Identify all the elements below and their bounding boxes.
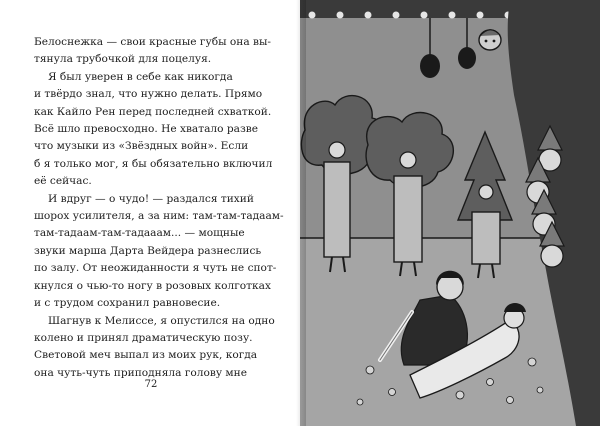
stage-illustration	[300, 0, 600, 426]
text-line: Шагнув к Мелиссе, я опустился на одно	[48, 314, 275, 327]
text-line: и твёрдо знал, что нужно делать. Прямо	[34, 88, 263, 101]
text-line: кнулся о чью-то ногу в розовых колготках	[34, 279, 271, 292]
text-line: И вдруг — о чудо! — раздался тихий	[48, 192, 254, 205]
text-line: шорох усилителя, а за ним: там-там-тадаам-	[34, 210, 284, 223]
text-line: и с трудом сохранил равновесие.	[34, 297, 221, 310]
text-line: Белоснежка — свои красные губы она вы-	[34, 36, 271, 48]
peeking-kid	[479, 30, 501, 50]
text-line: её сейчас.	[34, 175, 92, 188]
book-gutter-shadow	[296, 0, 306, 426]
text-line: по залу. От неожиданности я чуть не спот-	[34, 262, 277, 275]
body-text	[34, 34, 286, 382]
text-line: она чуть-чуть приподняла голову мне	[34, 366, 247, 379]
right-page	[300, 0, 600, 426]
text-line: тянула трубочкой для поцелуя.	[34, 53, 212, 66]
text-line: колено и принял драматическую позу.	[34, 331, 253, 344]
text-line: Я был уверен в себе как никогда	[48, 70, 233, 83]
text-line: что музыки из «Звёздных войн». Если	[34, 140, 249, 153]
text-line: Всё шло превосходно. Не хватало разве	[34, 123, 259, 136]
text-line: там-тадаам-там-тадааам... — мощные	[34, 227, 245, 240]
text-line: звуки марша Дарта Вейдера разнеслись	[34, 244, 262, 257]
page-number: 72	[144, 379, 158, 390]
text-line: Световой меч выпал из моих рук, когда	[34, 349, 258, 362]
text-line: б я только мог, я бы обязательно включил	[34, 157, 273, 170]
text-line: как Кайло Рен перед последней схваткой.	[34, 105, 272, 118]
